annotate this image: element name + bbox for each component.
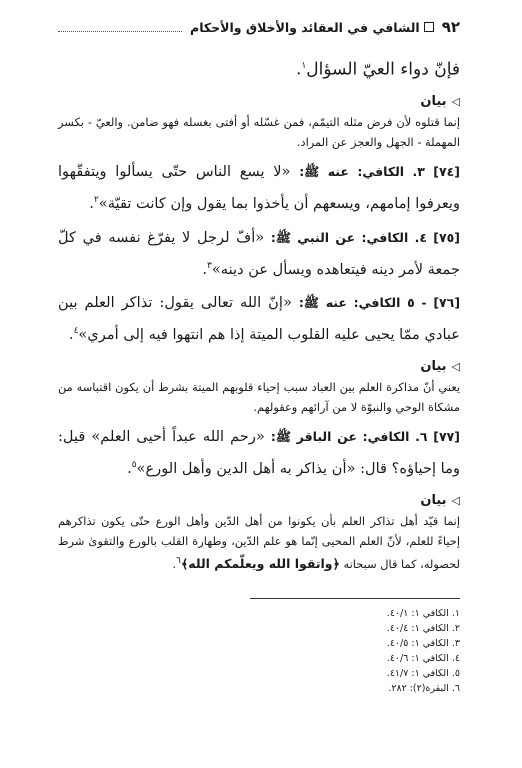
footnote-ref: ٢ [93, 194, 99, 205]
hadith-74: [٧٤] ٣. الكافي: عنه ﷺ: «لا يسع الناس حتّى يسألوا ويتفقّهوا ويعرفوا إمامهم، ويسعهم أن يأخذوا بما يقول وإن كانت تقيّة»$^٢$. [58, 162, 460, 212]
triangle-icon: ◁ [451, 94, 460, 108]
footnotes [200, 606, 460, 696]
footnote: ٣. الكافي ١: ٤٠/٥. [386, 638, 460, 649]
hadith-source: [٧٥] ٤. الكافي: عن النبي ﷺ: [270, 229, 460, 245]
footnote-ref: ٦ [176, 556, 181, 567]
running-title: الشافي في العقائد والأخلاق والأحكام [190, 19, 420, 35]
bayan-heading [58, 92, 460, 112]
bayan-label: بيان [420, 359, 447, 375]
hadith-76: [٧٦] - ٥ الكافي: عنه ﷺ: «إنّ الله تعالى يقول: تذاكر العلم بين عبادي ممّا يحيى عليه القلوب الميتة إذا هم انتهوا فيه إلى أمري»$^٤$. [58, 294, 461, 344]
hadith-text: «لا يسع الناس حتّى يسألوا ويتفقّهوا ويعرفوا إمامهم، ويسعهم أن يأخذوا بما يقول وإن كانت تقيّة» [58, 162, 460, 212]
hadith-source: [٧٧] ٦. الكافي: عن الباقر ﷺ: [270, 429, 460, 445]
hadith-source: [٧٤] ٣. الكافي: عنه ﷺ: [299, 163, 460, 179]
bayan-text-body: إنما قيّد أهل تذاكر العلم بأن يكونوا من أهل الدّين وأهل الورع حتّى يكون تذاكرهم إحياءً للعلم، لأنّ العلم المحيى إنّما هو علم الدّين، وطهارة القلب بالورع والتقوىٰ شرط لحصوله، كما قال سبحانه [58, 514, 460, 571]
bayan-label: بيان [420, 493, 447, 509]
hadith-text: «رحم الله عبداً أحيى العلم» قيل: وما إحياؤه؟ قال: «أن يذاكر به أهل الدين وأهل الورع» [58, 428, 460, 478]
footnote: ٢. الكافي ١: ٤٠/٤. [386, 623, 460, 634]
page-body [58, 48, 460, 574]
quran-quote: ﴿واتقوا الله ويعلّمكم الله﴾ [180, 555, 340, 571]
triangle-icon: ◁ [451, 494, 460, 508]
footnote-ref: ١ [301, 61, 307, 71]
bayan-heading [58, 491, 460, 511]
footnote-ref: ٥ [131, 460, 137, 471]
hadith-77: [٧٧] ٦. الكافي: عن الباقر ﷺ: «رحم الله عبداً أحيى العلم» قيل: وما إحياؤه؟ قال: «أن يذاكر به أهل الدين وأهل الورع»$^٥$. [58, 428, 460, 478]
footnote: ١. الكافي ١: ٤٠/١. [386, 608, 460, 619]
bayan-text: إنما قتلوه لأن فرض مثله التيمّم، فمن غسّله أو أفتى بغسله فهو ضامن. والعيّ - بكسر المهملة - الجهل والعجز عن المراد. [58, 114, 460, 149]
bayan-heading [58, 357, 460, 377]
bayan-text: إنما قيّد أهل تذاكر العلم بأن يكونوا من أهل الدّين وأهل الورع حتّى يكون تذاكرهم إحياءً للعلم، لأنّ العلم المحيى إنّما هو علم الدّين، وطهارة القلب بالورع والتقوىٰ شرط لحصوله، كما قال سبحانه ﴿واتقوا الله ويعلّمكم الله﴾$^٦$. [58, 514, 460, 571]
intro-text: فإنّ دواء العيّ السؤال [306, 59, 460, 80]
footnote: ٦. البقرة(٢): ٢٨٢. [388, 683, 460, 694]
triangle-icon: ◁ [451, 360, 460, 374]
footnote-ref: ٤ [73, 326, 79, 337]
bayan-text: يعني أنّ مذاكرة العلم بين العباد سبب إحياء قلوبهم الميتة بشرط أن يكون اقتباسه من مشكاة الوحي والنبوّة لا من آرائهم وعقولهم. [58, 380, 460, 415]
footnote-ref: ٣ [207, 260, 212, 271]
intro-line: فإنّ دواء العيّ السؤال$^١$. [296, 59, 460, 80]
hadith-source: [٧٦] - ٥ الكافي: عنه ﷺ: [298, 295, 461, 311]
running-header [58, 18, 460, 36]
bayan-label: بيان [420, 93, 447, 109]
footnote: ٤. الكافي ١: ٤٠/٦. [386, 653, 460, 664]
header-square-ornament [424, 22, 434, 32]
header-dotted-leader [58, 23, 182, 32]
footnote: ٥. الكافي ١: ٤١/٧. [386, 668, 460, 679]
page-number: ٩٢ [441, 18, 460, 36]
footnote-divider [250, 598, 460, 599]
hadith-75: [٧٥] ٤. الكافي: عن النبي ﷺ: «أفّ لرجل لا يفرّغ نفسه في كلّ جمعة لأمر دينه فيتعاهده ويسأل عن دينه»$^٣$. [58, 228, 460, 278]
hadith-text: «أفّ لرجل لا يفرّغ نفسه في كلّ جمعة لأمر دينه فيتعاهده ويسأل عن دينه» [58, 228, 460, 278]
hadith-text: «إنّ الله تعالى يقول: تذاكر العلم بين عبادي ممّا يحيى عليه القلوب الميتة إذا هم انتهوا فيه إلى أمري» [58, 294, 460, 344]
